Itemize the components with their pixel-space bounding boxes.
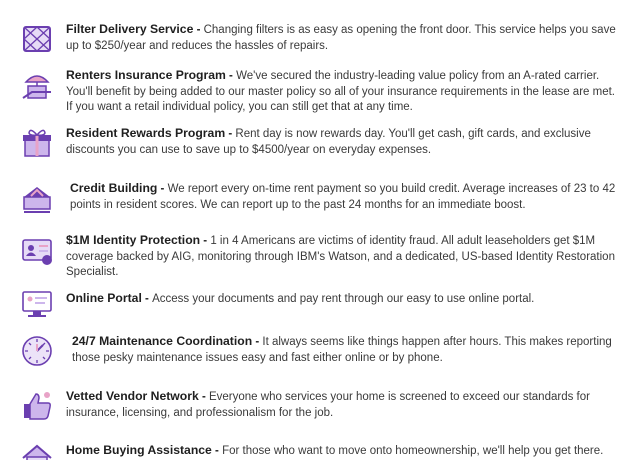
- service-title: Filter Delivery Service: [66, 22, 194, 36]
- house-icon: [20, 443, 54, 460]
- service-title: Resident Rewards Program: [66, 126, 226, 140]
- service-description: Rent day is now rewards day. You'll get cash, gift cards, and exclusive discounts you can use to save up to $4500/year on everyday expenses.: [66, 128, 591, 156]
- service-description: Access your documents and pay rent through our easy to use online portal.: [152, 293, 535, 305]
- service-title: Credit Building: [70, 181, 158, 195]
- service-description: For those who want to move onto homeownership, we'll help you get there.: [222, 445, 604, 457]
- credit-building-icon: [20, 181, 54, 215]
- gift-box-icon: [20, 126, 54, 160]
- id-card-icon: [20, 233, 54, 267]
- umbrella-house-icon: [20, 68, 54, 102]
- service-title: Vetted Vendor Network: [66, 389, 199, 403]
- service-title: Home Buying Assistance: [66, 443, 212, 457]
- service-title: 24/7 Maintenance Coordination: [72, 334, 253, 348]
- service-description: We've secured the industry-leading value policy from an A-rated carrier. You'll benefit by being added to our master policy so all of your insurance requirements in the lease are met. If you want a retail individual policy, you can still get that at any time.: [66, 70, 615, 113]
- thumbs-up-icon: [20, 389, 54, 423]
- service-description: Everyone who services your home is screened to exceed our standards for insurance, licensing, and professionalism for the job.: [66, 391, 590, 419]
- service-description: It always seems like things happen after hours. This makes reporting those pesky maintenance issues easy and fast either online or by phone.: [72, 336, 612, 364]
- service-description: Changing filters is as easy as opening the front door. This service helps you save up to $250/year and reduces the hassles of repairs.: [66, 24, 616, 52]
- service-title: Online Portal: [66, 291, 142, 305]
- filter-grid-icon: [20, 22, 54, 56]
- portal-screen-icon: [20, 287, 54, 321]
- service-description: We report every on-time rent payment so you build credit. Average increases of 23 to 42 points in resident scores. We can report up to the past 24 months for an immediate boost.: [70, 183, 616, 211]
- service-description: 1 in 4 Americans are victims of identity fraud. All adult leaseholders get $1M coverage backed by AIG, monitoring through IBM's Watson, and a dedicated, US-based Identity Restoration Specialist.: [66, 235, 615, 278]
- clock-icon: [20, 334, 54, 368]
- service-title: Renters Insurance Program: [66, 68, 226, 82]
- service-title: $1M Identity Protection: [66, 233, 201, 247]
